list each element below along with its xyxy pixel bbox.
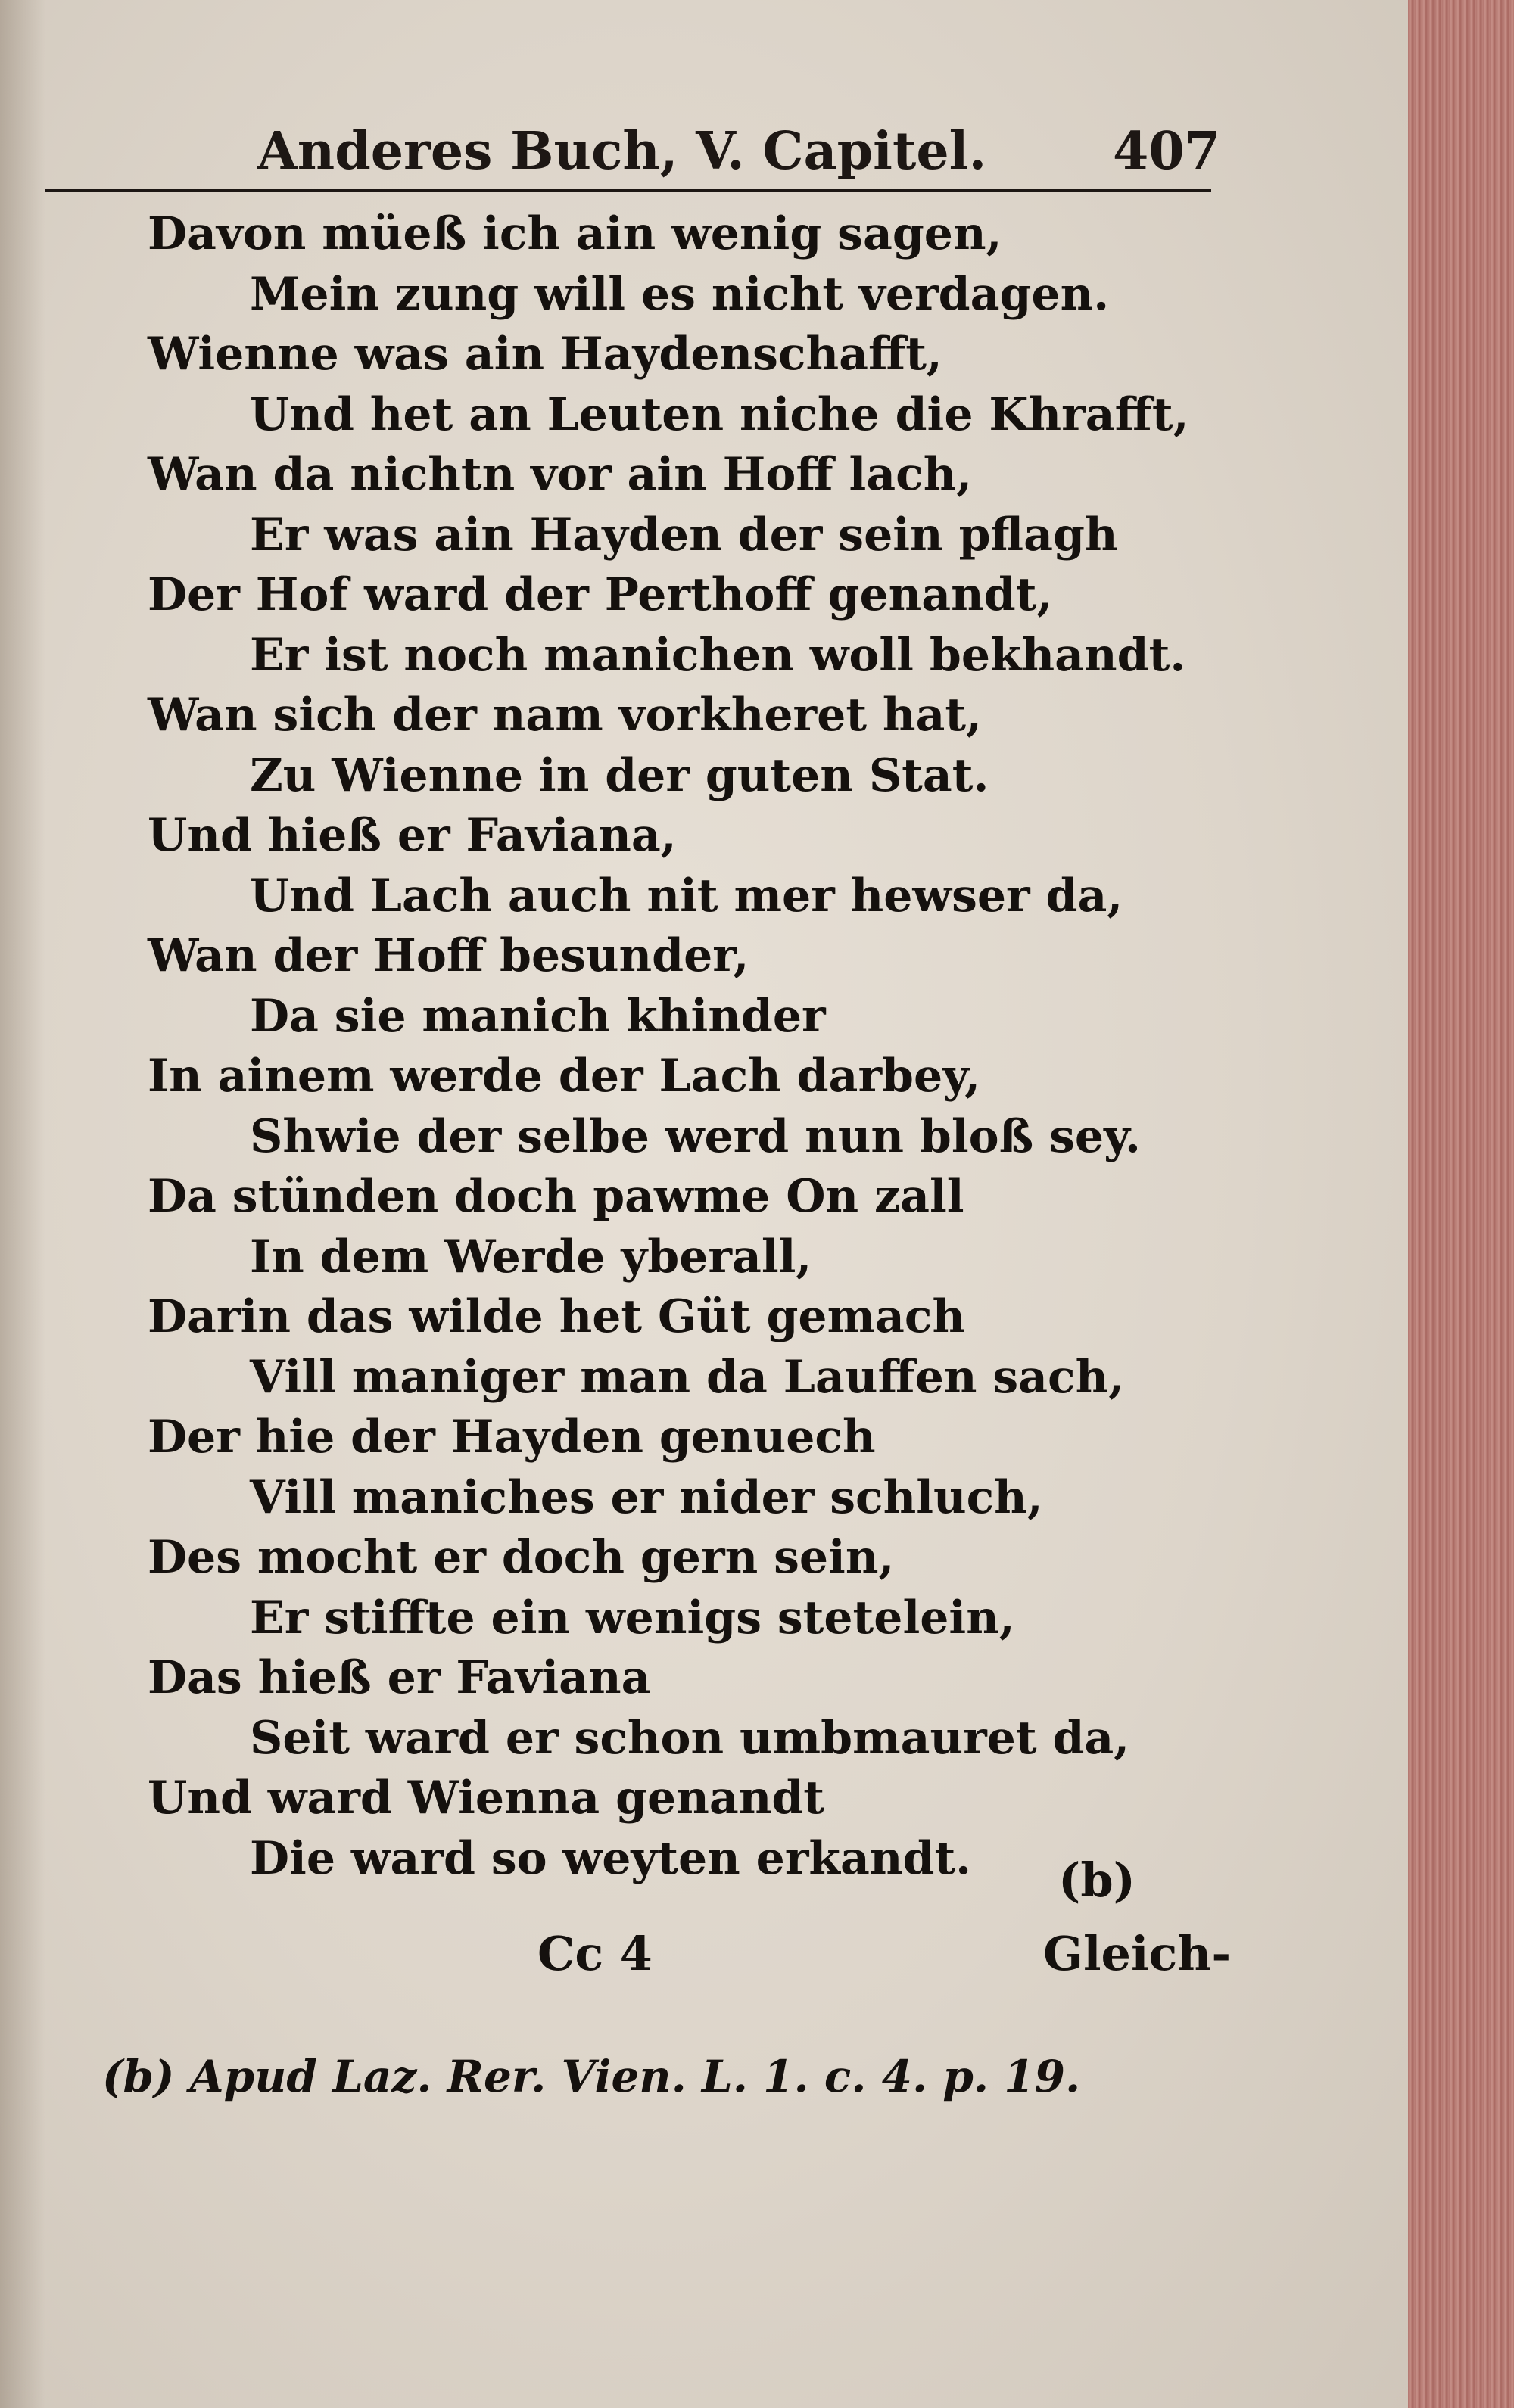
verse-line: Er stiffte ein wenigs stetelein, [250,1591,1015,1644]
verse-line: Der hie der Hayden genuech [148,1411,876,1464]
catchword: Gleich- [1043,1926,1232,1981]
header-rule [45,189,1211,192]
verse-line: Wan sich der nam vorkheret hat, [148,689,983,742]
footnote: (b) Apud Laz. Rer. Vien. L. 1. c. 4. p. 19. [102,2051,1081,2102]
verse-line: Er was ain Hayden der sein pflagh [250,508,1118,562]
footnote-mark: (b) [1058,1853,1136,1908]
verse-line: Das hieß er Faviana [148,1651,651,1704]
verse-line: Da sie manich khinder [250,989,826,1043]
verse-line: Davon müeß ich ain wenig sagen, [148,207,1002,260]
verse-line: Wienne was ain Haydenschafft, [148,328,942,381]
verse-line: Mein zung will es nicht verdagen. [250,267,1110,321]
verse-line: Und hieß er Faviana, [148,809,677,862]
verse-line: Der Hof ward der Perthoff genandt, [148,568,1053,621]
verse-line: Die ward so weyten erkandt. [250,1831,972,1885]
verse-line: In dem Werde yberall, [250,1230,812,1283]
verse-line: Darin das wilde het Güt gemach [148,1290,966,1343]
verse-line: Und het an Leuten niche die Khrafft, [250,387,1189,441]
verse-line: Und Lach auch nit mer hewser da, [250,869,1123,922]
verse-line: Seit ward er schon umbmauret da, [250,1711,1130,1765]
verse-line: In ainem werde der Lach darbey, [148,1050,981,1103]
verse-line: Da stünden doch pawme On zall [148,1170,964,1223]
gutter-shadow [0,0,45,2408]
verse-line: Vill maniger man da Lauffen sach, [250,1350,1125,1404]
verse-line: Shwie der selbe werd nun bloß sey. [250,1109,1141,1163]
verse-line: Und ward Wienna genandt [148,1772,824,1825]
page-header [45,106,1220,197]
verse-line: Wan der Hoff besunder, [148,929,749,982]
verse-line: Wan da nichtn vor ain Hoff lach, [148,448,973,501]
verse-text [148,204,1223,1889]
page-edge [1408,0,1514,2408]
verse-line: Er ist noch manichen woll bekhandt. [250,628,1186,682]
running-title: Anderes Buch, V. Capitel. [257,121,987,182]
page-number: 407 [1113,121,1220,182]
signature-mark: Cc 4 [537,1926,653,1981]
verse-line: Zu Wienne in der guten Stat. [250,748,989,802]
verse-line: Des mocht er doch gern sein, [148,1531,895,1584]
verse-line: Vill maniches er nider schluch, [250,1470,1043,1524]
